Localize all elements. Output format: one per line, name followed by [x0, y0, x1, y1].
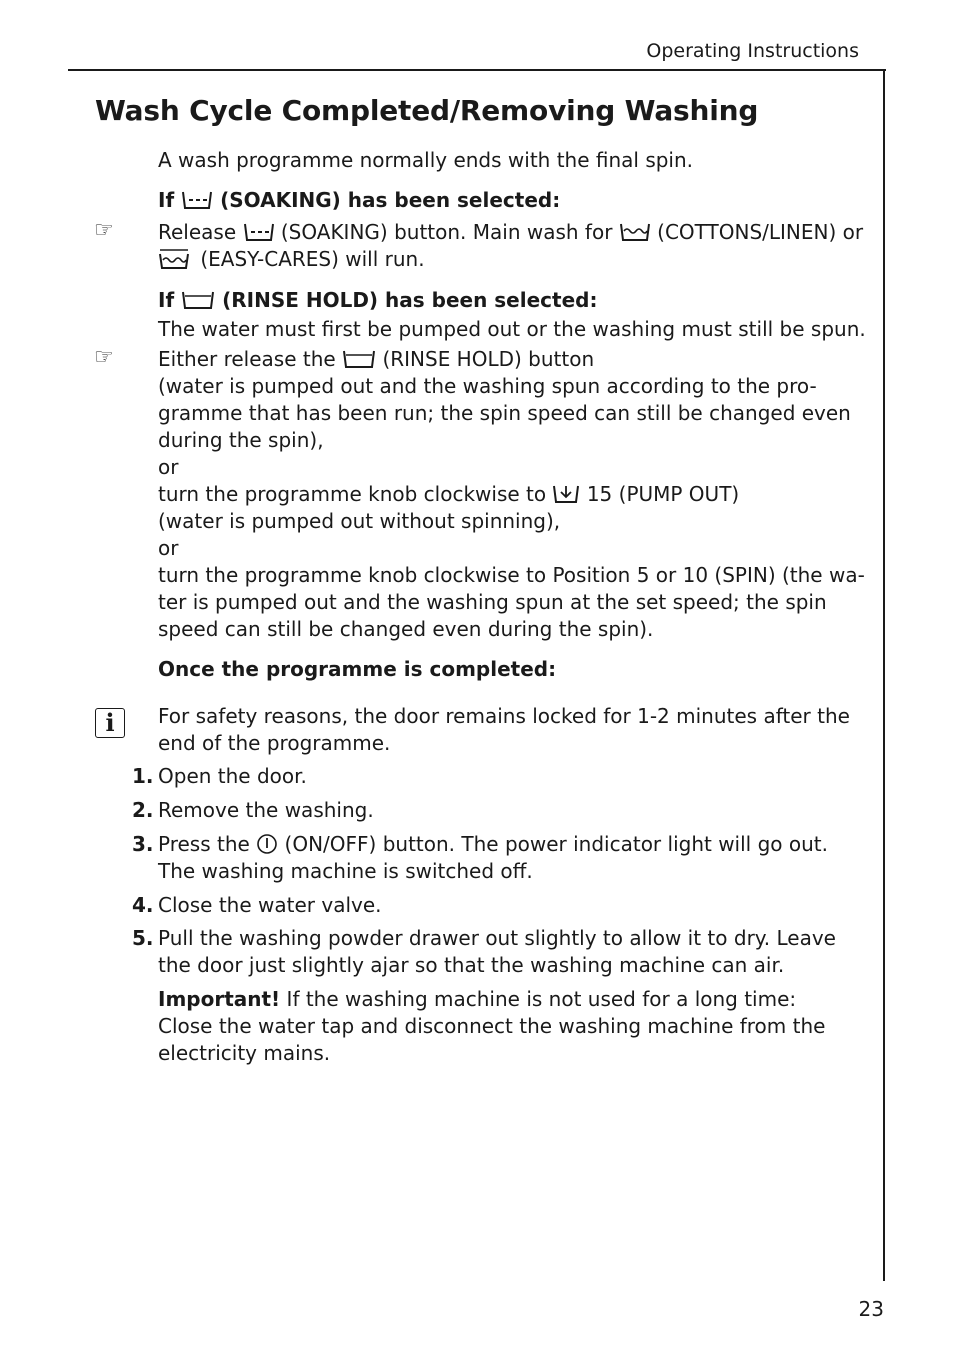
right-rule: [883, 69, 885, 1281]
rinse-hold-icon: [342, 348, 376, 370]
intro-text: A wash programme normally ends with the final spin.: [158, 148, 694, 172]
step-text: Open the door.: [158, 764, 307, 788]
rinse-hold-or1: or: [158, 455, 179, 479]
soaking-easycare-line: (EASY-CARES) will run.: [158, 246, 425, 273]
rinse-hold-line9: ter is pumped out and the washing spun at the set speed; the spin: [158, 590, 827, 614]
info-line1: For safety reasons, the door remains locked for 1-2 minutes after the: [158, 704, 850, 728]
page-number: 23: [858, 1297, 884, 1321]
power-icon: [256, 833, 278, 855]
top-rule: [68, 69, 886, 71]
rinse-hold-or2: or: [158, 536, 179, 560]
step-text: The washing machine is switched off.: [158, 859, 533, 883]
info-icon: i: [95, 708, 125, 738]
rinse-hold-line7: (water is pumped out without spinning),: [158, 509, 561, 533]
step-number: 1.: [132, 764, 154, 788]
pump-out-icon: [552, 483, 580, 505]
soaking-icon: [181, 189, 213, 211]
rinse-hold-line5: during the spin),: [158, 428, 324, 452]
important-line3: electricity mains.: [158, 1041, 331, 1065]
cottons-linen-icon: [619, 221, 651, 243]
step-number: 5.: [132, 926, 154, 950]
important-label: Important!: [158, 987, 281, 1011]
pointing-hand-icon: ☞: [94, 345, 114, 370]
header-section: Operating Instructions: [646, 40, 859, 62]
rinse-hold-line2: Either release the (RINSE HOLD) button: [158, 347, 595, 371]
step-text: Close the water valve.: [158, 893, 382, 917]
important-line1: Important! If the washing machine is not used for a long time:: [158, 987, 797, 1011]
soaking-heading: If (SOAKING) has been selected:: [158, 188, 561, 212]
rinse-hold-line1: The water must first be pumped out or the washing must still be spun.: [158, 317, 866, 341]
step-number: 2.: [132, 798, 154, 822]
easy-cares-icon: [158, 248, 194, 270]
rinse-hold-line4: gramme that has been run; the spin speed can still be changed even: [158, 401, 851, 425]
soaking-icon: [243, 221, 275, 243]
rinse-hold-line3: (water is pumped out and the washing spun according to the pro-: [158, 374, 817, 398]
rinse-hold-line8: turn the programme knob clockwise to Position 5 or 10 (SPIN) (the wa-: [158, 563, 865, 587]
rinse-hold-icon: [181, 289, 215, 311]
step-text: the door just slightly ajar so that the washing machine can air.: [158, 953, 785, 977]
step-text: Press the (ON/OFF) button. The power indicator light will go out.: [158, 832, 828, 856]
rinse-hold-line10: speed can still be changed even during the spin).: [158, 617, 654, 641]
step-text: Pull the washing powder drawer out slightly to allow it to dry. Leave: [158, 926, 836, 950]
rinse-hold-line6: turn the programme knob clockwise to 15 (PUMP OUT): [158, 482, 740, 506]
info-line2: end of the programme.: [158, 731, 391, 755]
soaking-release-line: Release (SOAKING) button. Main wash for (COTTONS/LINEN) or: [158, 220, 864, 244]
pointing-hand-icon: ☞: [94, 218, 114, 243]
important-line2: Close the water tap and disconnect the washing machine from the: [158, 1014, 826, 1038]
step-number: 4.: [132, 893, 154, 917]
page-title: Wash Cycle Completed/Removing Washing: [95, 94, 759, 127]
step-number: 3.: [132, 832, 154, 856]
completed-heading: Once the programme is completed:: [158, 657, 557, 681]
step-text: Remove the washing.: [158, 798, 374, 822]
rinse-hold-heading: If (RINSE HOLD) has been selected:: [158, 288, 598, 312]
